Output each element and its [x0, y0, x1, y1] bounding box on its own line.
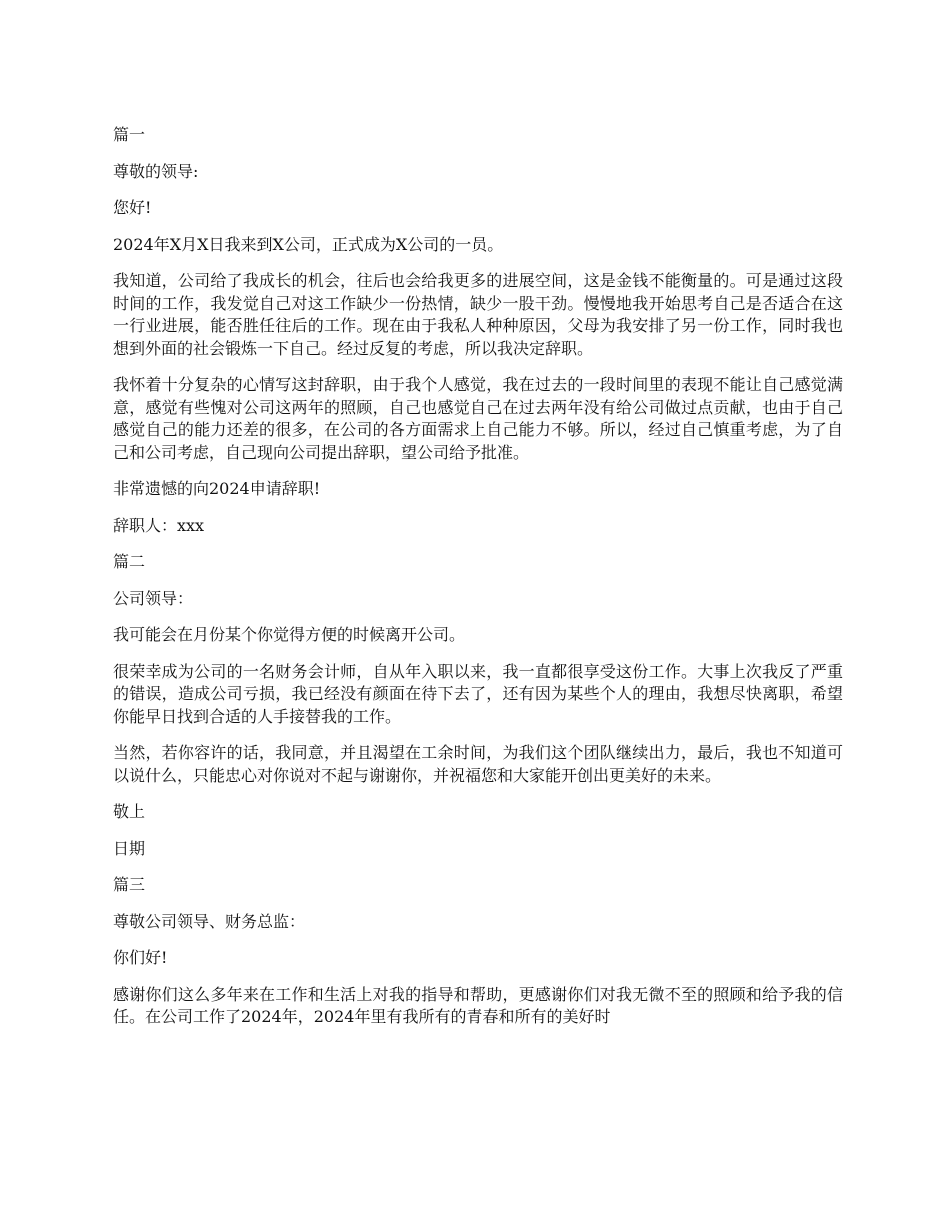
section-heading-2: 篇二	[113, 552, 146, 571]
closing-line: 非常遗憾的向2024申请辞职!	[113, 479, 321, 498]
body-paragraph: 我知道，公司给了我成长的机会，往后也会给我更多的进展空间，这是金钱不能衡量的。可是通过这段时间的工作，我发觉自己对这工作缺少一份热情，缺少一股干劲。慢慢地我开始思考自己是否适合在这一行业进展，能否胜任往后的工作。现在由于我私人种种原因，父母为我安排了另一份工作，同时我也想到外面的社会锻炼一下自己。经过反复的考虑，所以我决定辞职。	[113, 271, 843, 358]
greeting: 你们好!	[113, 948, 168, 967]
body-paragraph: 很荣幸成为公司的一名财务会计师，自从年入职以来，我一直都很享受这份工作。大事上次我反了严重的错误，造成公司亏损，我已经没有颜面在待下去了，还有因为某些个人的理由，我想尽快离职，希望你能早日找到合适的人手接替我的工作。	[113, 661, 843, 726]
body-paragraph: 我怀着十分复杂的心情写这封辞职，由于我个人感觉，我在过去的一段时间里的表现不能让自己感觉满意，感觉有些愧对公司这两年的照顾，自己也感觉自己在过去两年没有给公司做过点贡献，也由于自己感觉自己的能力还差的很多，在公司的各方面需求上自己能力不够。所以，经过自己慎重考虑，为了自己和公司考虑，自己现向公司提出辞职，望公司给予批准。	[113, 375, 843, 462]
date-line: 日期	[113, 838, 146, 858]
signature-line: 辞职人：xxx	[113, 515, 205, 535]
body-paragraph: 当然，若你容许的话，我同意，并且渴望在工余时间，为我们这个团队继续出力，最后，我也不知道可以说什么，只能忠心对你说对不起与谢谢你，并祝福您和大家能开创出更美好的未来。	[113, 743, 843, 785]
salutation: 公司领导：	[113, 588, 194, 608]
body-paragraph: 我可能会在月份某个你觉得方便的时候离开公司。	[113, 625, 466, 644]
body-paragraph: 感谢你们这么多年来在工作和生活上对我的指导和帮助，更感谢你们对我无微不至的照顾和给予我的信任。在公司工作了2024年，2024年里有我所有的青春和所有的美好时	[113, 984, 843, 1026]
document-body	[113, 124, 843, 1043]
section-heading-1: 篇一	[113, 125, 146, 144]
salutation: 尊敬公司领导、财务总监：	[113, 911, 306, 931]
section-heading-3: 篇三	[113, 875, 146, 894]
closing-line: 敬上	[113, 802, 146, 821]
greeting: 您好!	[113, 198, 152, 217]
body-paragraph: 2024年X月X日我来到X公司，正式成为X公司的一员。	[113, 234, 504, 254]
salutation: 尊敬的领导:	[113, 161, 199, 181]
